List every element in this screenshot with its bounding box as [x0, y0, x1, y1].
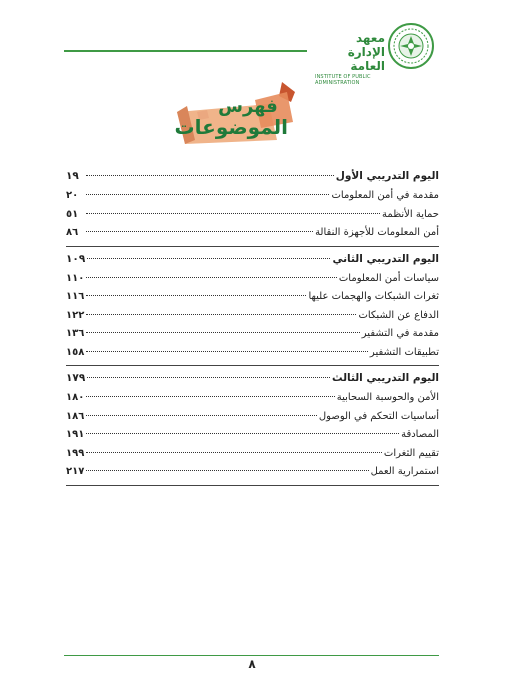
toc-entry[interactable]	[66, 466, 439, 485]
dot-leader	[86, 194, 329, 195]
toc-entry[interactable]	[66, 429, 439, 448]
dot-leader	[86, 452, 382, 453]
title-line-1: فهرس	[218, 96, 278, 117]
footer-divider	[64, 655, 439, 656]
toc-heading-page: ١٩	[66, 170, 79, 182]
institute-name-arabic: معهد الإدارة العامة	[347, 31, 385, 73]
toc-entry-page: ١١٠	[66, 272, 85, 284]
toc-section-day-3	[66, 372, 439, 486]
dot-leader	[86, 175, 334, 176]
toc-entry[interactable]	[66, 328, 439, 347]
institute-seal-icon	[387, 22, 435, 70]
toc-entry-label: أمن المعلومات للأجهزة النقالة	[315, 227, 439, 238]
dot-leader	[86, 433, 399, 434]
toc-entry-page: ٨٦	[66, 227, 79, 238]
toc-entry-page: ٢٠	[66, 190, 79, 201]
table-of-contents	[66, 170, 439, 486]
toc-entry-page: ١١٦	[66, 291, 85, 302]
toc-entry-label: الدفاع عن الشبكات	[358, 309, 439, 321]
toc-entry[interactable]	[66, 411, 439, 430]
dot-leader	[87, 258, 330, 259]
toc-entry-page: ٥١	[66, 208, 79, 220]
dot-leader	[86, 231, 313, 232]
toc-entry-label: تطبيقات التشفير	[369, 346, 439, 358]
toc-entry[interactable]	[66, 273, 439, 292]
toc-entry[interactable]	[66, 392, 439, 411]
dot-leader	[86, 351, 368, 352]
toc-entry[interactable]	[66, 190, 439, 209]
toc-entry-page: ١٨٦	[66, 410, 85, 422]
toc-heading[interactable]	[66, 170, 439, 190]
toc-entry[interactable]	[66, 448, 439, 467]
toc-entry[interactable]	[66, 209, 439, 228]
toc-heading-label: اليوم التدريبي الثاني	[332, 252, 439, 265]
toc-entry-page: ٢١٧	[66, 466, 85, 477]
toc-entry[interactable]	[66, 227, 439, 246]
dot-leader	[86, 314, 356, 315]
toc-entry-label: مقدمة في التشفير	[361, 328, 439, 339]
page-number: ٨	[248, 657, 256, 671]
toc-section-day-2	[66, 253, 439, 367]
dot-leader	[86, 396, 334, 397]
toc-entry-label: حماية الأنظمة	[382, 208, 439, 220]
toc-entry-label: استمرارية العمل	[370, 466, 439, 477]
toc-entry-label: أساسيات التحكم في الوصول	[318, 410, 439, 422]
toc-entry-label: الأمن والحوسبة السحابية	[336, 392, 439, 403]
header-divider	[64, 50, 307, 52]
toc-heading-label: اليوم التدريبي الثالث	[331, 372, 439, 384]
toc-heading-page: ١٠٩	[66, 252, 86, 265]
toc-entry[interactable]	[66, 291, 439, 310]
toc-heading[interactable]	[66, 372, 439, 392]
dot-leader	[86, 277, 337, 278]
dot-leader	[86, 295, 306, 296]
toc-entry-page: ١٥٨	[66, 346, 85, 358]
toc-entry[interactable]	[66, 310, 439, 329]
toc-entry-page: ١٢٢	[66, 309, 85, 321]
institute-name	[315, 31, 385, 86]
dot-leader	[87, 377, 330, 378]
toc-section-day-1	[66, 170, 439, 247]
toc-entry-label: ثغرات الشبكات والهجمات عليها	[308, 291, 439, 302]
toc-entry-page: ١٨٠	[66, 392, 85, 403]
page-title	[174, 96, 288, 139]
toc-entry-page: ١٩١	[66, 429, 85, 440]
toc-entry-label: تقييم الثغرات	[383, 447, 439, 459]
toc-entry[interactable]	[66, 347, 439, 366]
dot-leader	[86, 415, 317, 416]
toc-heading[interactable]	[66, 253, 439, 273]
toc-heading-page: ١٧٩	[66, 372, 86, 384]
dot-leader	[86, 213, 380, 214]
toc-entry-label: سياسات أمن المعلومات	[338, 272, 439, 284]
toc-entry-label: المصادقة	[401, 429, 439, 440]
dot-leader	[86, 332, 359, 333]
toc-entry-label: مقدمة في أمن المعلومات	[331, 190, 439, 201]
title-line-2: الموضوعات	[174, 115, 288, 139]
toc-heading-label: اليوم التدريبي الأول	[335, 170, 439, 182]
institute-name-english: INSTITUTE OF PUBLIC ADMINISTRATION	[315, 74, 371, 86]
toc-entry-page: ١٣٦	[66, 328, 85, 339]
dot-leader	[86, 470, 368, 471]
toc-entry-page: ١٩٩	[66, 447, 85, 459]
